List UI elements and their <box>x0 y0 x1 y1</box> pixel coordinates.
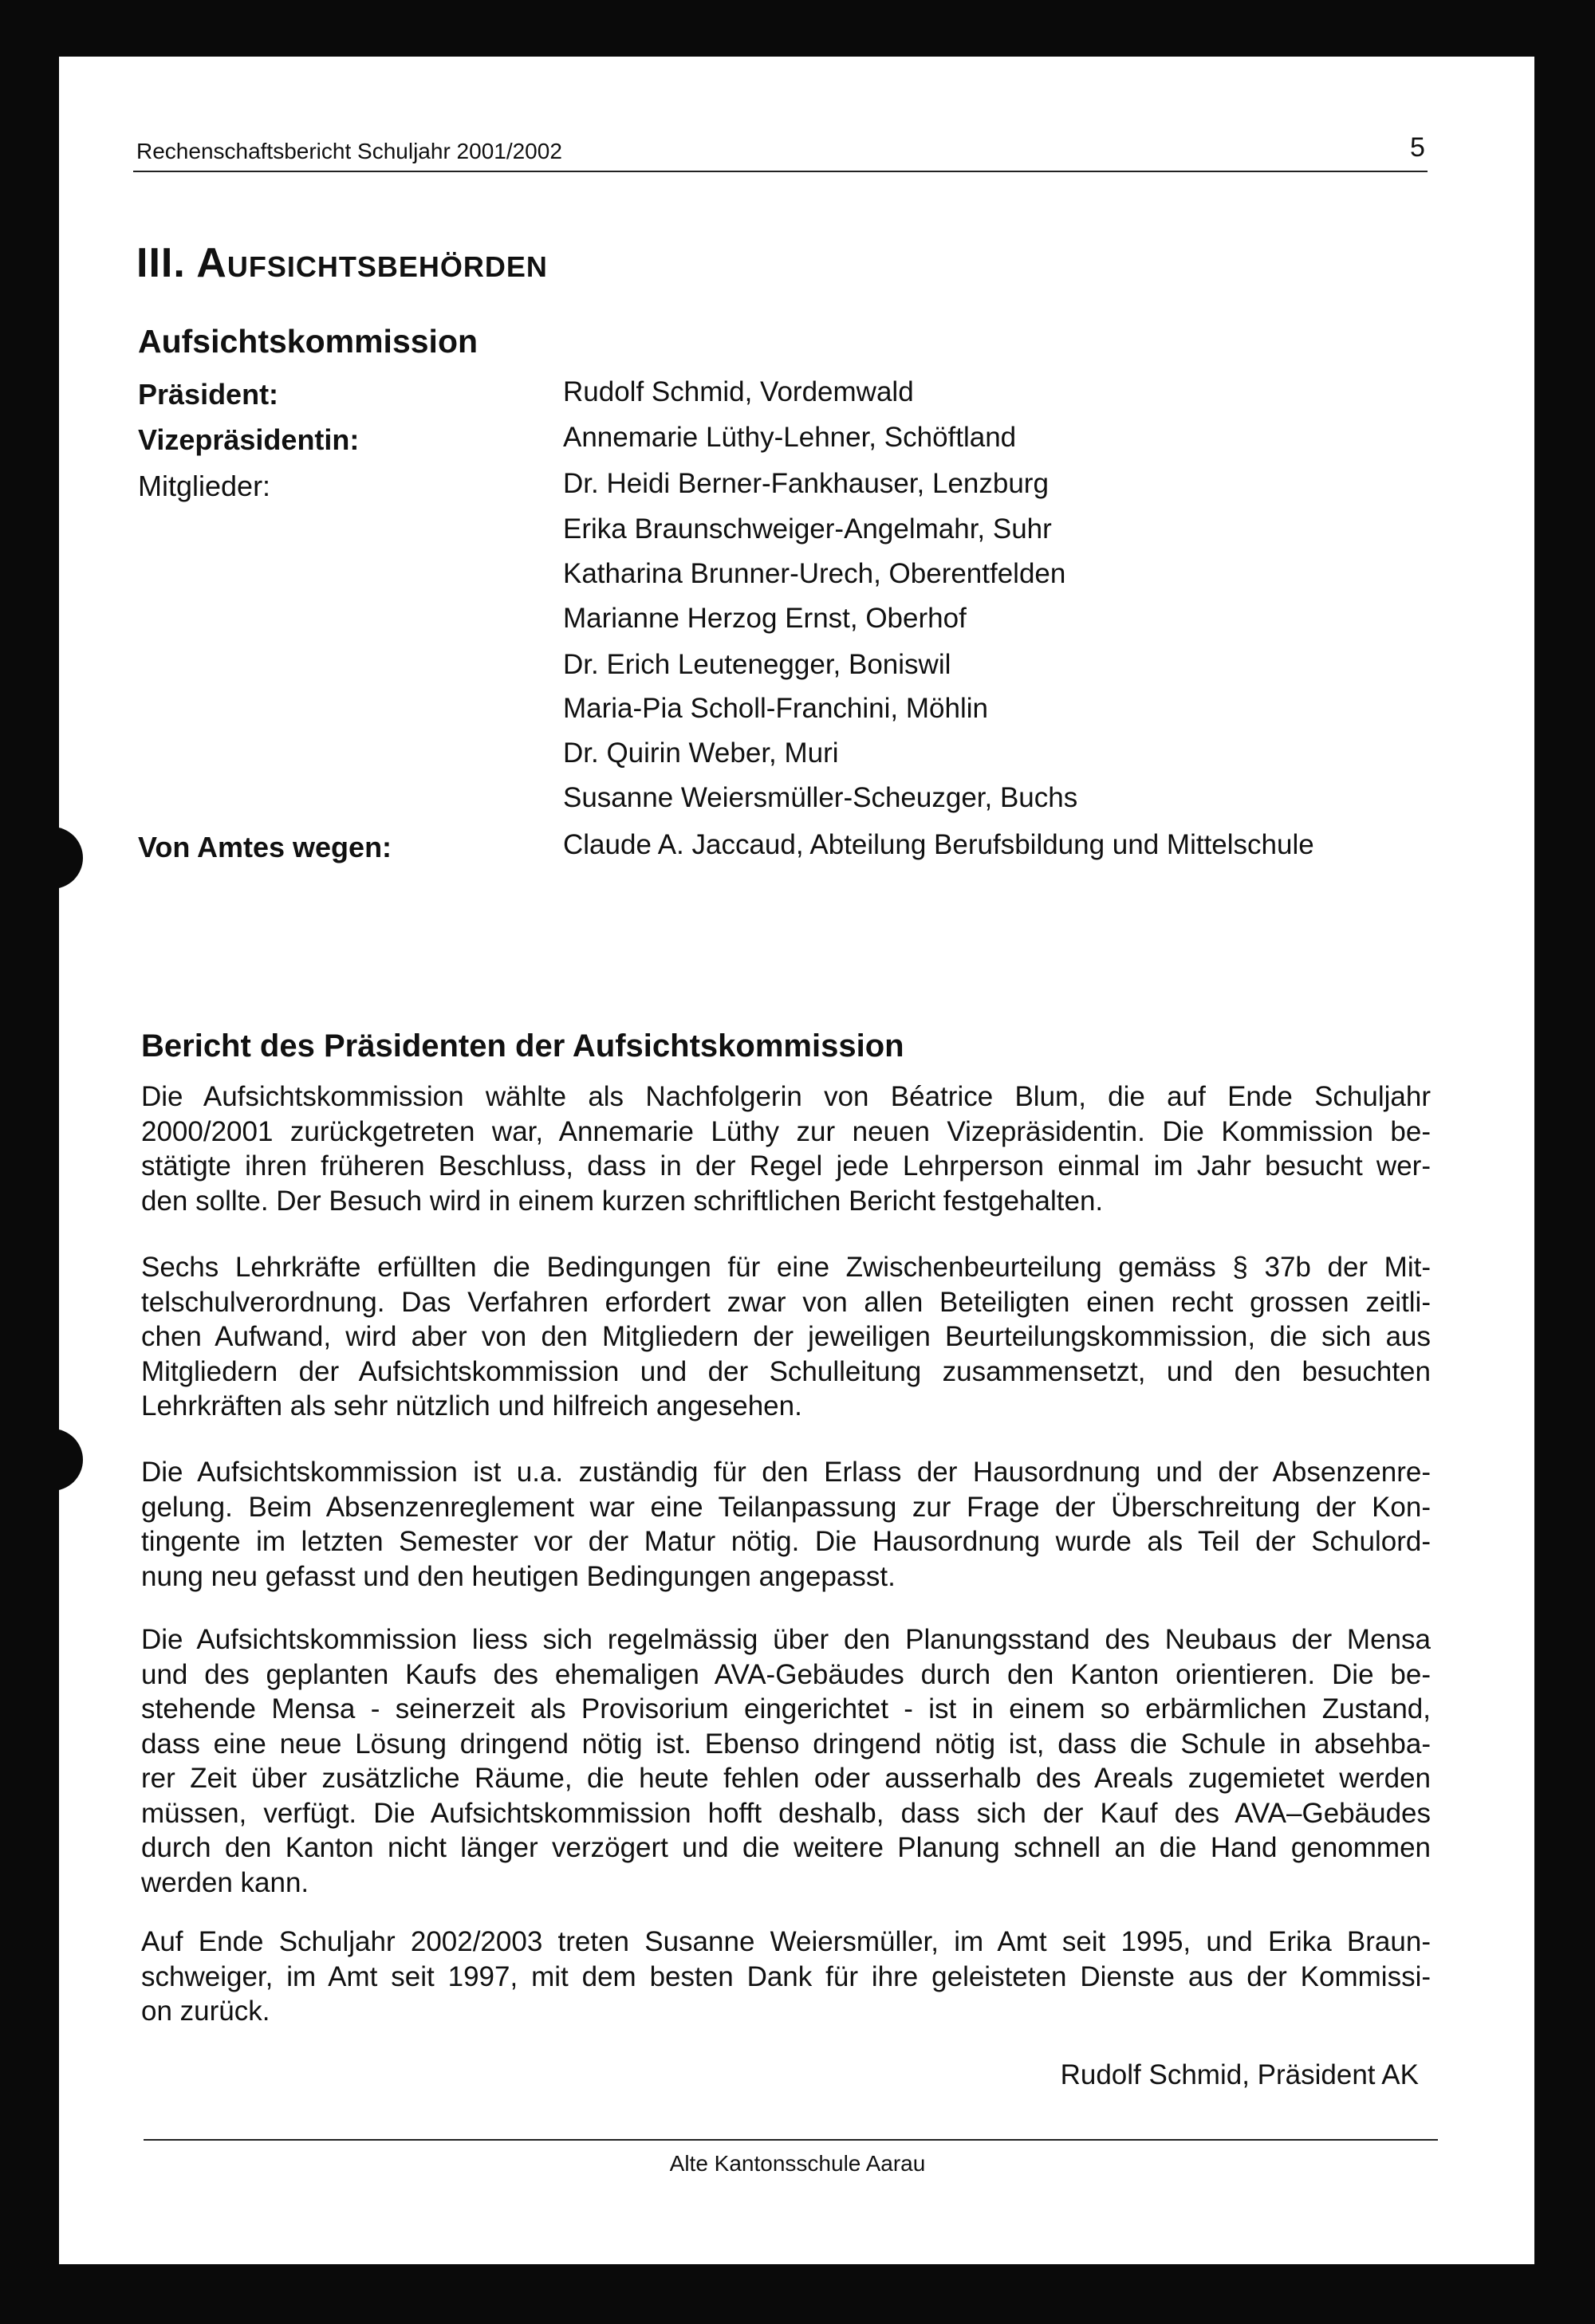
paragraph-line: Die Aufsichtskommission ist u.a. zuständig für den Erlass der Hausordnung und der Absenzenre- <box>141 1457 1431 1488</box>
member-role-label: Vizepräsidentin: <box>138 423 360 456</box>
member-name: Susanne Weiersmüller-Scheuzger, Buchs <box>563 782 1078 813</box>
member-name: Maria-Pia Scholl-Franchini, Möhlin <box>563 693 988 724</box>
paragraph-line: chen Aufwand, wird aber von den Mitgliedern der jeweiligen Beurteilungskommission, die sich aus <box>141 1321 1431 1352</box>
paragraph-line: stehende Mensa - seinerzeit als Provisorium eingerichtet - ist in einem so erbärmlichen Zustand, <box>141 1693 1431 1724</box>
paragraph-line: gelung. Beim Absenzenreglement war eine Teilanpassung zur Frage der Überschreitung der Kon- <box>141 1491 1431 1523</box>
paragraph-line: schweiger, im Amt seit 1997, mit dem besten Dank für ihre geleisteten Dienste aus der Kommissi- <box>141 1960 1431 1992</box>
paragraph-line: durch den Kanton nicht länger verzögert und die weitere Planung schnell an die Hand genommen <box>141 1832 1431 1863</box>
member-name: Dr. Quirin Weber, Muri <box>563 737 839 769</box>
footer-text: Alte Kantonsschule Aarau <box>669 2151 926 2176</box>
paragraph-line: stätigte ihren früheren Beschluss, dass in der Regel jede Lehrperson einmal im Jahr besucht wer- <box>141 1150 1431 1182</box>
report-heading: Bericht des Präsidenten der Aufsichtskommission <box>141 1028 904 1064</box>
paragraph-line: telschulverordnung. Das Verfahren erfordert zwar von allen Beteiligten einen recht grossen zeitli- <box>141 1286 1431 1318</box>
header-rule <box>133 171 1428 172</box>
paragraph-line: Lehrkräften als sehr nützlich und hilfreich angesehen. <box>141 1390 802 1422</box>
paragraph-line: 2000/2001 zurückgetreten war, Annemarie Lüthy zur neuen Vizepräsidentin. Die Kommission be- <box>141 1115 1431 1147</box>
member-name: Claude A. Jaccaud, Abteilung Berufsbildung und Mittelschule <box>563 829 1314 860</box>
paragraph-line: Mitgliedern der Aufsichtskommission und der Schulleitung zusammensetzt, und den besuchten <box>141 1355 1431 1387</box>
paragraph-line: werden kann. <box>141 1866 309 1898</box>
member-name: Dr. Heidi Berner-Fankhauser, Lenzburg <box>563 468 1049 499</box>
member-name: Annemarie Lüthy-Lehner, Schöftland <box>563 422 1017 453</box>
member-name: Marianne Herzog Ernst, Oberhof <box>563 603 967 634</box>
paragraph-line: on zurück. <box>141 1996 270 2027</box>
paragraph-line: Die Aufsichtskommission wählte als Nachfolgerin von Béatrice Blum, die auf Ende Schuljahr <box>141 1081 1431 1112</box>
paragraph-line: Auf Ende Schuljahr 2002/2003 treten Susanne Weiersmüller, im Amt seit 1995, und Erika Braun- <box>141 1926 1431 1957</box>
paragraph-line: müssen, verfügt. Die Aufsichtskommission hofft deshalb, dass sich der Kauf des AVA–Gebäudes <box>141 1797 1431 1829</box>
member-role-label: Mitglieder: <box>138 470 271 502</box>
paragraph-line: und des geplanten Kaufs des ehemaligen AVA-Gebäudes durch den Kanton orientieren. Die be- <box>141 1658 1431 1690</box>
member-role-label: Präsident: <box>138 378 279 411</box>
member-name: Erika Braunschweiger-Angelmahr, Suhr <box>563 513 1052 545</box>
footer-rule <box>144 2139 1438 2141</box>
member-role-label: Von Amtes wegen: <box>138 831 392 863</box>
member-name: Dr. Erich Leutenegger, Boniswil <box>563 649 951 680</box>
paragraph-line: dass eine neue Lösung dringend nötig ist. Ebenso dringend nötig ist, dass die Schule in absehba- <box>141 1728 1431 1760</box>
section-title: III. Aufsichtsbehörden <box>136 240 548 286</box>
running-header: Rechenschaftsbericht Schuljahr 2001/2002 <box>136 139 562 163</box>
signature: Rudolf Schmid, Präsident AK <box>1060 2059 1419 2090</box>
page-number: 5 <box>1410 132 1425 163</box>
paragraph-line: nung neu gefasst und den heutigen Bedingungen angepasst. <box>141 1560 896 1592</box>
paragraph-line: tingente im letzten Semester vor der Matur nötig. Die Hausordnung wurde als Teil der Schulord- <box>141 1526 1431 1557</box>
paragraph-line: Die Aufsichtskommission liess sich regelmässig über den Planungsstand des Neubaus der Mensa <box>141 1624 1431 1655</box>
paragraph-line: Sechs Lehrkräfte erfüllten die Bedingungen für eine Zwischenbeurteilung gemäss § 37b der Mit- <box>141 1252 1431 1283</box>
member-name: Rudolf Schmid, Vordemwald <box>563 376 914 407</box>
paragraph-line: rer Zeit über zusätzliche Räume, die heute fehlen oder ausserhalb des Areals zugemietet werden <box>141 1763 1431 1794</box>
commission-heading: Aufsichtskommission <box>138 323 478 360</box>
paragraph-line: den sollte. Der Besuch wird in einem kurzen schriftlichen Bericht festgehalten. <box>141 1185 1104 1217</box>
member-name: Katharina Brunner-Urech, Oberentfelden <box>563 558 1066 589</box>
